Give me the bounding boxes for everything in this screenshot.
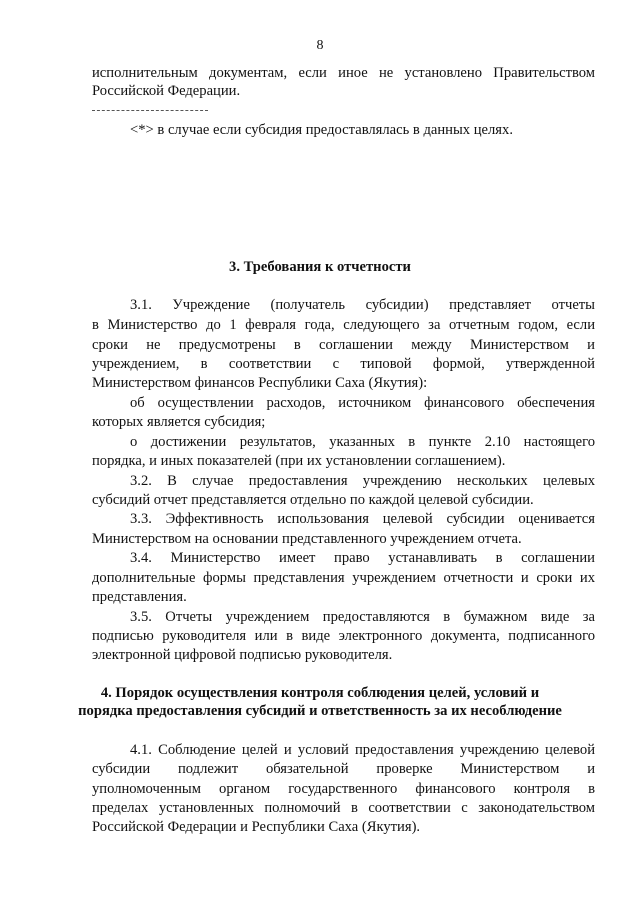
- text-line: о достижении результатов, указанных в пункте 2.10 настоящего: [130, 434, 595, 450]
- text-line: 3.5. Отчеты учреждением предоставляются в бумажном виде за: [130, 609, 595, 625]
- text-line: субсидии подлежит обязательной проверке Министерством и: [92, 761, 595, 777]
- text-line: пределах установленных полномочий в соответствии с законодательством: [92, 800, 595, 816]
- text-line: субсидий отчет представляется отдельно по каждой целевой субсидии.: [92, 492, 534, 508]
- text-line: в Министерство до 1 февраля года, следующего за отчетным годом, если: [92, 317, 595, 333]
- text-line: 3.3. Эффективность использования целевой субсидии оценивается: [130, 511, 595, 527]
- text-line: Министерством на основании представленного учреждением отчета.: [92, 531, 522, 547]
- text-line: уполномоченным органом государственного финансового контроля в: [92, 781, 595, 797]
- page-number: 8: [316, 38, 324, 53]
- section-3-title: 3. Требования к отчетности: [229, 259, 411, 275]
- text-line: 3.2. В случае предоставления учреждению нескольких целевых: [130, 473, 595, 489]
- text-line: учреждением, в соответствии с типовой формой, утвержденной: [92, 356, 595, 372]
- text-line: представления.: [92, 589, 187, 605]
- section-4-title: 4. Порядок осуществления контроля соблюдения целей, условий и: [100, 685, 540, 701]
- text-line: порядка, и иных показателей (при их установлении соглашением).: [92, 453, 506, 469]
- text-line: Министерством финансов Республики Саха (Якутия):: [92, 375, 428, 391]
- text-line: 4.1. Соблюдение целей и условий предоставления учреждению целевой: [130, 742, 595, 758]
- section-4-title: порядка предоставления субсидий и ответственность за их несоблюдение: [78, 703, 562, 719]
- text-line: Российской Федерации.: [92, 83, 241, 99]
- text-line: дополнительные формы представления учреждением отчетности и сроки их: [92, 570, 595, 586]
- text-line: сроки не предусмотрены в соглашении между Министерством и: [92, 337, 595, 353]
- text-line: Российской Федерации и Республики Саха (Якутия).: [92, 819, 421, 835]
- text-line: которых является субсидия;: [92, 414, 266, 430]
- footnote: <*> в случае если субсидия предоставлялась в данных целях.: [130, 122, 513, 138]
- text-line: подписью руководителя или в виде электронного документа, подписанного: [92, 628, 595, 644]
- text-line: об осуществлении расходов, источником финансового обеспечения: [130, 395, 595, 411]
- footnote-separator: [92, 110, 208, 111]
- text-line: 3.1. Учреждение (получатель субсидии) представляет отчеты: [130, 297, 595, 313]
- text-line: электронной цифровой подписью руководителя.: [92, 647, 393, 663]
- text-line: исполнительным документам, если иное не установлено Правительством: [92, 65, 595, 81]
- text-line: 3.4. Министерство имеет право устанавливать в соглашении: [130, 550, 595, 566]
